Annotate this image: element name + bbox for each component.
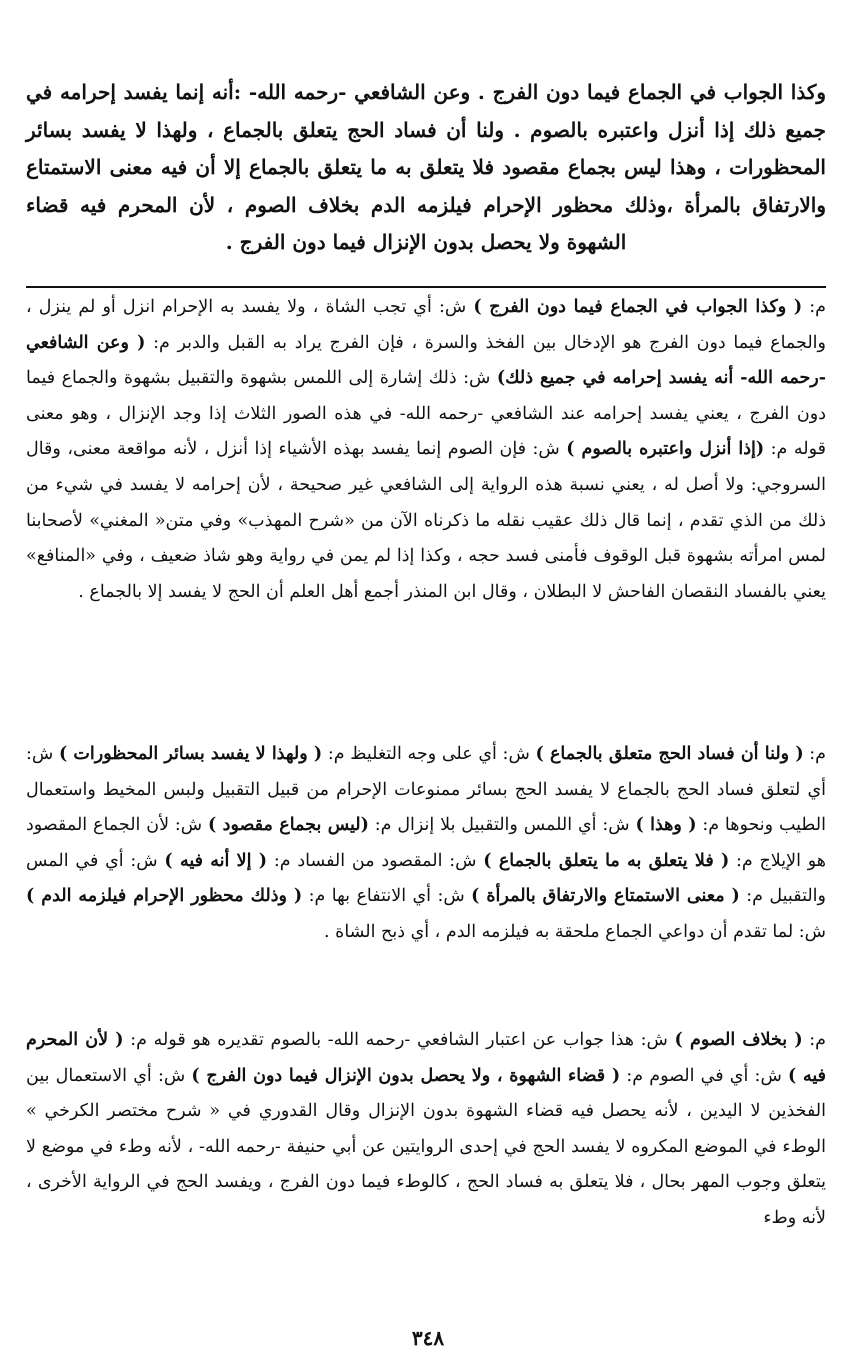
quoted-matn: ( وهذا ) (635, 815, 697, 836)
quoted-matn: ( بخلاف الصوم ) (674, 1030, 803, 1050)
commentary-text: ش: أي في المس والتقبيل م: (26, 850, 826, 907)
page-number: ٣٤٨ (411, 1326, 445, 1350)
section-divider (26, 286, 826, 288)
quoted-matn: ( وعن الشافعي -رحمه الله- أنه يفسد إحرامه في جميع ذلك) (26, 332, 826, 389)
quoted-matn: ( فلا يتعلق به ما يتعلق بالجماع ) (483, 850, 730, 871)
commentary-text: ش: هذا جواب عن اعتبار الشافعي -رحمه الله- بالصوم تقديره هو قوله م: (123, 1030, 675, 1050)
commentary-text: ش: لأن الجماع المقصود هو الإيلاج م: (26, 815, 826, 871)
commentary-text: ش: المقصود من الفساد م: (267, 850, 484, 871)
matn-marker: م: (803, 744, 827, 764)
commentary-paragraph-1 (26, 290, 826, 610)
matn-marker: م: (802, 297, 826, 317)
quoted-matn: ( ولهذا لا يفسد بسائر المحظورات ) (58, 744, 323, 764)
commentary-text: ش: فإن الصوم إنما يفسد بهذه الأشياء إذا أنزل ، لأنه مواقعة معنى، وقال السروجي: ولا أصل له ، يعني نسبة هذه الرواية إلى الشافعي غير صحيحة ، لأن إحرامه لا يفسد في شيء من ذلك من الذي تقدم ، إنما قال ذلك عقيب نقله ما ذكرناه الآن من «شرح المهذب» وفي متن« المغني» لأصحابنا لمس امرأته بشهوة قبل الوقوف فأمنى فسد حجه ، وكذا إذا لم يمن في رواية وهو شاذ ضعيف ، وفي «المنافع» يعني بالفساد النقصان الفاحش لا البطلان ، وقال ابن المنذر أجمع أهل العلم أن الحج لا يفسد إلا بالجماع . (26, 439, 826, 602)
commentary-paragraph-3 (26, 1023, 826, 1237)
commentary-text: ش: أي في الصوم م: (620, 1065, 788, 1086)
main-text (26, 74, 826, 262)
commentary-text: ش: أي لتعلق فساد الحج بالجماع لا يفسد الحج بسائر ممنوعات الإحرام من قبيل التقبيل ولبس المخيط واستعمال الطيب ونحوها م: (26, 744, 826, 836)
quoted-matn: ( قضاء الشهوة ، ولا يحصل بدون الإنزال فيما دون الفرج ) (191, 1065, 621, 1086)
commentary-text: ش: أي الانتفاع بها م: (302, 886, 472, 907)
quoted-matn: ( ولنا أن فساد الحج متعلق بالجماع ) (535, 744, 804, 764)
commentary-text: ش: أي تجب الشاة ، ولا يفسد به الإحرام انزل أو لم ينزل ، والجماع فيما دون الفرج هو الإدخال بين الفخذ والسرة ، فإن الفرج يراد به القبل والدبر م: (26, 297, 826, 353)
commentary-paragraph-2 (26, 737, 826, 951)
quoted-matn: (ليس بجماع مقصود ) (208, 815, 369, 836)
commentary-text: ش: لما تقدم أن دواعي الجماع ملحقة به فيلزمه الدم ، أي ذبح الشاة . (324, 921, 826, 942)
commentary-text: ش: أي على وجه التغليظ م: (322, 744, 536, 764)
quoted-matn: ( معنى الاستمتاع والارتفاق بالمرأة ) (471, 886, 740, 907)
quoted-matn: ( وكذا الجواب في الجماع فيما دون الفرج ) (473, 297, 803, 317)
matn-marker: م: (802, 1030, 826, 1050)
main-text-paragraph: وكذا الجواب في الجماع فيما دون الفرج . وعن الشافعي -رحمه الله- :أنه إنما يفسد إحرامه في جميع ذلك إذا أنزل واعتبره بالصوم . ولنا أن فساد الحج يتعلق بالجماع ، ولهذا لا يفسد بسائر المحظورات ، وهذا ليس بجماع مقصود فلا يتعلق به ما يتعلق بالجماع إلا أن فيه معنى الاستمتاع والارتفاق بالمرأة ،وذلك محظور الإحرام فيلزمه الدم بخلاف الصوم ، لأن المحرم فيه قضاء الشهوة ولا يحصل بدون الإنزال فيما دون الفرج . (26, 80, 826, 255)
quoted-matn: ( لأن المحرم فيه ) (26, 1030, 827, 1086)
commentary-text: ش: ذلك إشارة إلى اللمس بشهوة والتقبيل بشهوة والجماع فيما دون الفرج ، يعني يفسد إحرامه عند الشافعي -رحمه الله- في هذه الصور الثلاث إذا وجد الإنزال ، وهو معنى قوله م: (26, 368, 826, 460)
quoted-matn: ( إلا أنه فيه ) (164, 850, 268, 871)
quoted-matn: (إذا أنزل واعتبره بالصوم ) (566, 439, 765, 460)
commentary-text: ش: أي اللمس والتقبيل بلا إنزال م: (368, 815, 636, 836)
commentary-text: ش: أي الاستعمال بين الفخذين لا اليدين ، لأنه يحصل فيه قضاء الشهوة بدون الإنزال وقال القدوري في « شرح مختصر الكرخي » الوطء في الموضع المكروه لا يفسد الحج في إحدى الروايتين عن أبي حنيفة -رحمه الله- ، لأنه وطء في موضع لا يتعلق وجوب المهر بحال ، فلا يتعلق به فساد الحج ، كالوطء فيما دون الفرج ، ويفسد الحج في الرواية الأخرى ، لأنه وطء (26, 1065, 826, 1228)
quoted-matn: ( وذلك محظور الإحرام فيلزمه الدم ) (26, 886, 303, 907)
